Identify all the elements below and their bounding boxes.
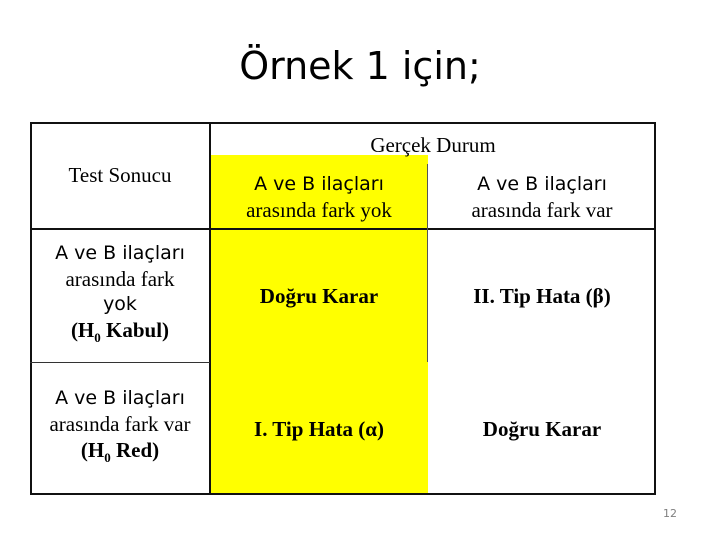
page-number: 12 xyxy=(663,507,677,520)
table-divider-rows xyxy=(30,362,210,363)
group-header: Gerçek Durum xyxy=(370,133,496,157)
slide-title: Örnek 1 için; xyxy=(239,44,481,88)
column-header-no-difference: A ve B ilaçları arasında fark yok xyxy=(246,172,392,222)
cell-correct-decision-1: Doğru Karar xyxy=(259,284,379,308)
table-border-bottom xyxy=(30,493,656,495)
table-border-left xyxy=(30,122,32,495)
table-border-top xyxy=(30,122,656,124)
table-divider-label xyxy=(209,122,211,495)
table-divider-header xyxy=(30,228,656,230)
hypothesis-reject: ($H_0$ Red) xyxy=(80,437,160,466)
cell-correct-decision-2: Doğru Karar xyxy=(482,416,602,441)
table-divider-columns xyxy=(427,164,428,362)
table-border-right xyxy=(654,122,656,495)
hypothesis-accept: ($H_0$ Kabul) xyxy=(70,317,170,346)
row-label-accept-h0: A ve B ilaçları arasında fark yok ($H_0$ Kabul) xyxy=(30,230,210,362)
corner-header: Test Sonucu xyxy=(68,163,172,187)
column-header-difference: A ve B ilaçları arasında fark var xyxy=(471,172,613,222)
cell-type-1-error: I. Tip Hata (α) xyxy=(254,416,384,441)
cell-type-2-error: II. Tip Hata (β) xyxy=(473,284,611,308)
row-label-reject-h0: A ve B ilaçları arasında fark var ($H_0$ Red) xyxy=(30,362,210,495)
decision-table xyxy=(30,122,656,495)
